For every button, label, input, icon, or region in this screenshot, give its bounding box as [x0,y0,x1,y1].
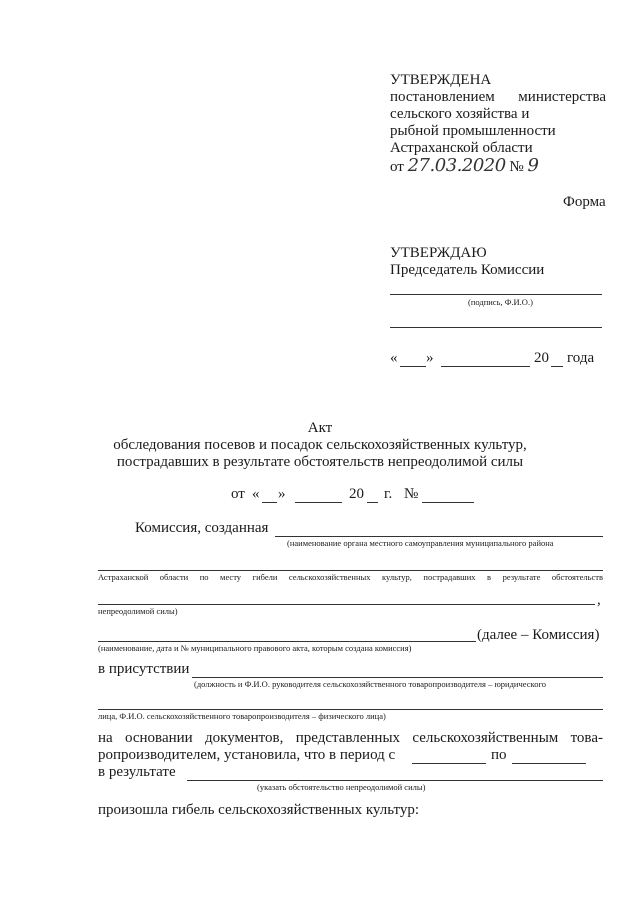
approve-close-quote: » [426,350,434,366]
approve-subtitle: Председатель Комиссии [390,262,545,278]
period-end-blank[interactable] [512,763,586,764]
commission-label: Комиссия, созданная [135,520,269,536]
presence-blank[interactable] [192,677,603,678]
act-year-suffix: г. [384,486,393,502]
name-line[interactable] [390,327,602,328]
handwritten-number: 9 [527,155,539,176]
approved-line-1-right: министерства [518,89,606,105]
approved-line-2: сельского хозяйства и [390,106,530,122]
form-label: Форма [563,194,606,210]
presence-label: в присутствии [98,661,190,677]
approved-line-1-left: постановлением [390,89,495,105]
handwritten-date: 27.03.2020 [407,155,506,176]
result-label: в результате [98,764,176,780]
approved-line-3: рыбной промышленности [390,123,556,139]
act-subtitle-line-1: обследования посевов и посадок сельскохозяйственных культур, [113,437,527,453]
basis-word: това- [570,730,603,746]
basis-line-1 [98,730,603,747]
loss-line: произошла гибель сельскохозяйственных культур: [98,802,420,818]
act-title: Акт [307,420,333,436]
municipal-body-blank[interactable] [98,570,603,571]
comma: , [597,592,601,608]
approved-date-row [390,157,606,176]
basis-word: представленных [295,730,401,746]
approve-open-quote: « [390,350,398,366]
approved-title: УТВЕРЖДЕНА [390,72,492,88]
individual-caption: лица, Ф.И.О. сельскохозяйственного товаропроизводителя – физического лица) [98,711,386,721]
force-caption: непреодолимой силы) [98,606,178,616]
presence-caption: (должность и Ф.И.О. руководителя сельскохозяйственного товаропроизводителя – юридического [194,679,546,689]
signature-caption: (подпись, Ф.И.О.) [468,297,533,307]
approved-line-1 [390,89,606,106]
approve-month-blank[interactable] [441,366,530,367]
period-start-blank[interactable] [412,763,486,764]
signature-line[interactable] [390,294,602,295]
commission-blank[interactable] [275,536,603,537]
basis-word: документов, [205,730,284,746]
legal-act-blank[interactable] [98,641,476,642]
approve-year-suffix: года [567,350,595,366]
approve-day-blank[interactable] [400,366,426,367]
approve-year-blank[interactable] [551,366,563,367]
approved-date-prefix: от [390,159,404,175]
individual-blank[interactable] [98,709,603,710]
approved-number-sign: № [509,159,524,175]
result-blank[interactable] [187,780,603,781]
act-date-prefix: от [231,486,245,502]
approve-year-prefix: 20 [534,350,549,366]
result-caption: (указать обстоятельство непреодолимой силы) [257,782,426,792]
act-year-prefix: 20 [349,486,364,502]
basis-line-2-prefix: ропроизводителем, установила, что в период с [98,747,396,763]
commission-alias: (далее – Комиссия) [477,627,600,643]
approved-line-4: Астраханской области [390,140,533,156]
basis-word: на [98,730,113,746]
approve-title: УТВЕРЖДАЮ [390,245,487,261]
astrakhan-caption: Астраханской области по месту гибели сельскохозяйственных культур, пострадавших в результате обстоятельств [98,572,603,582]
act-open-quote: « [252,486,260,502]
basis-word: основании [125,730,193,746]
force-blank[interactable] [98,604,595,605]
act-subtitle-line-2: пострадавших в результате обстоятельств непреодолимой силы [116,454,524,470]
act-day-blank[interactable] [262,502,277,503]
act-month-blank[interactable] [295,502,342,503]
act-year-blank[interactable] [367,502,378,503]
basis-word: сельскохозяйственным [412,730,559,746]
approval-stamp-block [390,72,606,176]
basis-line-2-mid: по [491,747,507,763]
act-number-sign: № [404,486,419,502]
commission-caption: (наименование органа местного самоуправления муниципального района [287,538,554,548]
act-close-quote: » [278,486,286,502]
legal-act-caption: (наименование, дата и № муниципального правового акта, которым создана комиссия) [98,643,412,653]
act-number-blank[interactable] [422,502,474,503]
